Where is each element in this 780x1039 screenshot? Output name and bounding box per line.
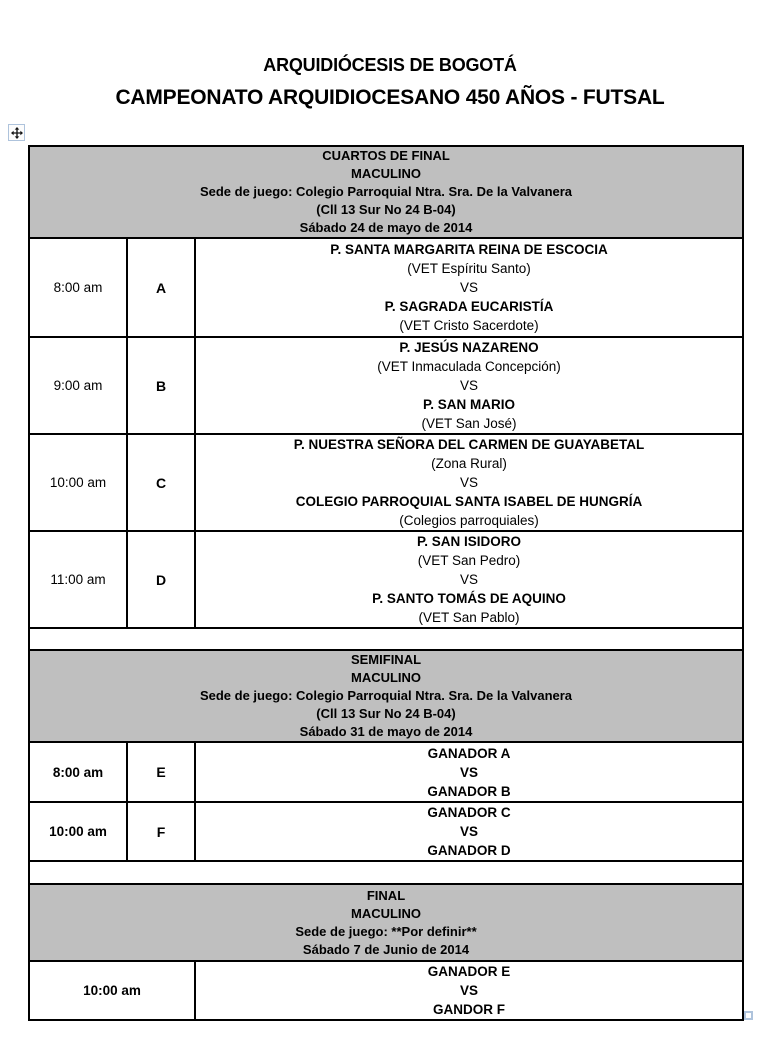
match-letter: A [127, 238, 195, 337]
match-row-c [29, 434, 743, 531]
team2-detail: (Colegios parroquiales) [399, 513, 539, 528]
document-title [0, 55, 780, 110]
round-name: CUARTOS DE FINAL [322, 148, 450, 163]
team1-name: GANADOR E [427, 964, 511, 979]
table-resize-handle[interactable] [744, 1011, 753, 1020]
category-label: MACULINO [350, 905, 422, 921]
match-letter: C [127, 434, 195, 531]
team2-name: GANADOR B [427, 783, 511, 799]
team2-name: P. SAN MARIO [423, 397, 516, 412]
venue-label: Sede de juego: Colegio Parroquial Ntra. Sra. De la Valvanera [199, 688, 573, 703]
semifinals-header-row [29, 650, 743, 742]
match-teams-cell [195, 434, 743, 531]
move-cross-icon [11, 127, 23, 139]
vs-label: VS [460, 280, 479, 295]
team2-detail: (VET San José) [421, 416, 517, 431]
team2-detail: (VET San Pablo) [418, 610, 520, 625]
match-row-d [29, 531, 743, 628]
address-label: (Cll 13 Sur No 24 B-04) [316, 202, 456, 217]
team2-name: GANADOR D [427, 843, 511, 858]
category-label: MACULINO [350, 166, 422, 181]
team2-detail: (VET Cristo Sacerdote) [399, 318, 539, 333]
match-time: 9:00 am [29, 337, 127, 434]
vs-label: VS [460, 572, 479, 587]
schedule-table [28, 145, 744, 1021]
team1-detail: (VET Espíritu Santo) [407, 261, 531, 276]
match-letter: B [127, 337, 195, 434]
team2-name: COLEGIO PARROQUIAL SANTA ISABEL DE HUNGRÍA [295, 494, 643, 509]
vs-label: VS [460, 475, 479, 490]
team1-detail: (VET San Pedro) [417, 553, 521, 568]
match-row-b [29, 337, 743, 434]
round-name: FINAL [366, 887, 406, 903]
match-teams-cell [195, 531, 743, 628]
team1-name: P. NUESTRA SEÑORA DEL CARMEN DE GUAYABETAL [293, 437, 645, 452]
match-time: 8:00 am [29, 742, 127, 802]
team1-name: GANADOR C [427, 805, 511, 820]
match-time: 10:00 am [29, 434, 127, 531]
match-letter: D [127, 531, 195, 628]
address-label: (Cll 13 Sur No 24 B-04) [316, 706, 456, 721]
team1-name: P. JESÚS NAZARENO [399, 340, 539, 355]
team2-name: P. SANTO TOMÁS DE AQUINO [372, 591, 566, 606]
match-time: 11:00 am [29, 531, 127, 628]
match-row-e [29, 742, 743, 802]
spacer-row [29, 628, 743, 650]
page-title: ARQUIDIÓCESIS DE BOGOTÁ [263, 55, 517, 75]
team1-detail: (VET Inmaculada Concepción) [377, 359, 561, 374]
date-label: Sábado 31 de mayo de 2014 [299, 724, 473, 739]
vs-label: VS [460, 378, 479, 393]
team1-detail: (Zona Rural) [431, 456, 507, 471]
match-letter: E [127, 742, 195, 802]
quarterfinals-header-row [29, 146, 743, 238]
date-label: Sábado 7 de Junio de 2014 [302, 941, 470, 957]
final-header-cell [29, 884, 743, 961]
round-name: SEMIFINAL [350, 652, 422, 667]
page-subtitle: CAMPEONATO ARQUIDIOCESANO 450 AÑOS - FUTSAL [115, 86, 665, 109]
match-time: 8:00 am [29, 238, 127, 337]
category-label: MACULINO [350, 670, 422, 685]
table-move-handle[interactable] [8, 124, 25, 141]
match-time: 10:00 am [29, 961, 195, 1020]
quarterfinals-header-cell [29, 146, 743, 238]
venue-label: Sede de juego: **Por definir** [295, 923, 477, 939]
spacer-cell [29, 861, 743, 884]
team1-name: GANADOR A [427, 745, 511, 761]
match-teams-cell [195, 238, 743, 337]
semifinals-header-cell [29, 650, 743, 742]
team1-name: P. SAN ISIDORO [416, 534, 522, 549]
spacer-cell [29, 628, 743, 650]
match-row-final [29, 961, 743, 1020]
match-teams-cell [195, 337, 743, 434]
team2-name: P. SAGRADA EUCARISTÍA [384, 299, 554, 314]
match-teams-cell [195, 742, 743, 802]
match-row-a [29, 238, 743, 337]
vs-label: VS [460, 983, 479, 998]
vs-label: VS [460, 764, 479, 780]
team1-name: P. SANTA MARGARITA REINA DE ESCOCIA [330, 242, 608, 257]
match-row-f [29, 802, 743, 861]
venue-label: Sede de juego: Colegio Parroquial Ntra. Sra. De la Valvanera [199, 184, 573, 199]
match-teams-cell [195, 802, 743, 861]
team2-name: GANDOR F [433, 1002, 505, 1017]
final-header-row [29, 884, 743, 961]
date-label: Sábado 24 de mayo de 2014 [299, 220, 473, 235]
spacer-row [29, 861, 743, 884]
match-time: 10:00 am [29, 802, 127, 861]
match-teams-cell [195, 961, 743, 1020]
match-letter: F [127, 802, 195, 861]
vs-label: VS [460, 824, 479, 839]
